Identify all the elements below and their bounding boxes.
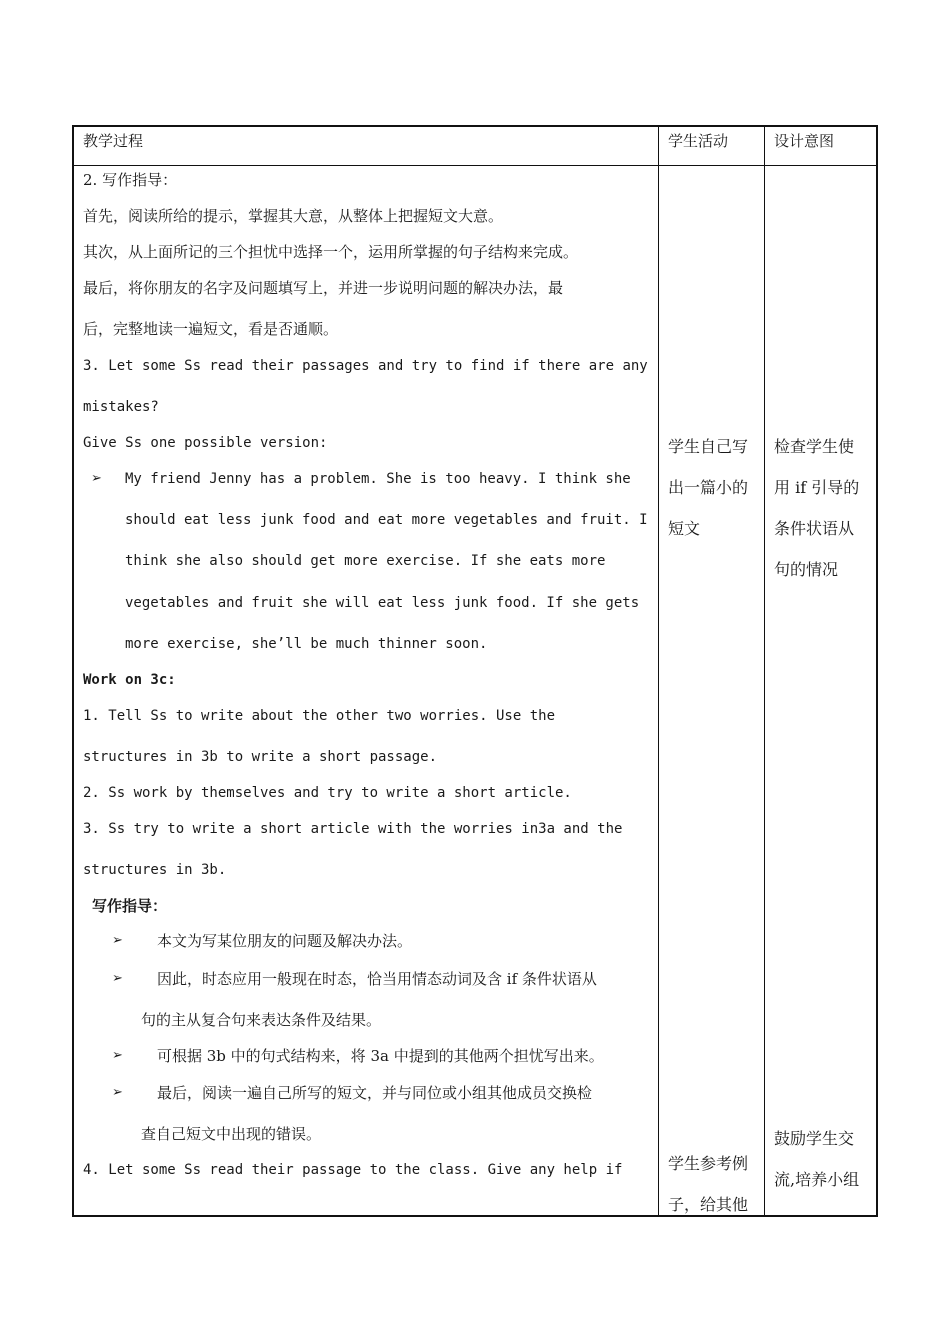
step-1-text-cont: structures in 3b to write a short passage. — [83, 749, 438, 765]
header-design-intent: 设计意图 — [774, 132, 835, 150]
intent-text: 鼓励学生交 — [774, 1129, 855, 1148]
guide-bullet-text: 可根据 3b 中的句式结构来，将 3a 中提到的其他两个担忧写出来。 — [157, 1047, 604, 1065]
step-4-text: 4. Let some Ss read their passage to the class. Give any help if — [83, 1162, 623, 1178]
writing-guide-heading: 2. 写作指导： — [83, 171, 178, 189]
sample-passage-line: My friend Jenny has a problem. She is too heavy. I think she — [125, 471, 631, 487]
intent-text: 用 if 引导的 — [774, 478, 860, 497]
guide-step-second: 其次，从上面所记的三个担忧中选择一个，运用所掌握的句子结构来完成。 — [83, 243, 579, 261]
guide-bullet-text: 最后，阅读一遍自己所写的短文，并与同位或小组其他成员交换检 — [157, 1084, 593, 1102]
guide-bullet-text-cont: 查自己短文中出现的错误。 — [141, 1125, 322, 1143]
intent-text: 句的情况 — [774, 560, 839, 579]
guide-step-first: 首先，阅读所给的提示，掌握其大意，从整体上把握短文大意。 — [83, 207, 504, 225]
bullet-arrow-icon: ➢ — [112, 971, 123, 986]
bullet-arrow-icon: ➢ — [112, 1085, 123, 1100]
activity-text: 出一篇小的 — [668, 478, 749, 497]
step-1-text: 1. Tell Ss to write about the other two worries. Use the — [83, 708, 556, 724]
sample-version-label: Give Ss one possible version: — [83, 435, 328, 451]
sample-passage-line: more exercise, she’ll be much thinner soon. — [125, 636, 488, 652]
step-3-text-cont: mistakes? — [83, 399, 159, 415]
intent-text: 检查学生使 — [774, 437, 855, 456]
sample-passage-line: vegetables and fruit she will eat less junk food. If she gets — [125, 595, 640, 611]
activity-text: 学生自己写 — [668, 437, 749, 456]
guide-step-last-cont: 后，完整地读一遍短文，看是否通顺。 — [83, 320, 339, 338]
intent-text: 条件状语从 — [774, 519, 855, 538]
work-on-3c-heading: Work on 3c: — [83, 672, 176, 688]
header-student-activity: 学生活动 — [668, 132, 729, 150]
bullet-arrow-icon: ➢ — [112, 933, 123, 948]
activity-text: 子，给其他 — [668, 1195, 749, 1214]
sample-passage-line: should eat less junk food and eat more vegetables and fruit. I — [125, 512, 648, 528]
header-divider — [74, 165, 876, 166]
writing-guide-3c-heading: 写作指导： — [92, 897, 168, 915]
lesson-table — [72, 125, 878, 1217]
column-divider — [658, 127, 659, 1215]
bullet-arrow-icon: ➢ — [112, 1048, 123, 1063]
step-3c-text: 3. Ss try to write a short article with the worries in3a and the — [83, 821, 623, 837]
guide-bullet-text: 本文为写某位朋友的问题及解决办法。 — [157, 932, 413, 950]
guide-step-last: 最后，将你朋友的名字及问题填写上，并进一步说明问题的解决办法，最 — [83, 279, 564, 297]
intent-text: 流,培养小组 — [774, 1170, 860, 1189]
step-3c-text-cont: structures in 3b. — [83, 862, 227, 878]
activity-text: 学生参考例 — [668, 1154, 749, 1173]
step-3-text: 3. Let some Ss read their passages and try to find if there are any — [83, 358, 648, 374]
guide-bullet-text: 因此，时态应用一般现在时态，恰当用情态动词及含 if 条件状语从 — [157, 970, 597, 988]
sample-passage-line: think she also should get more exercise. If she eats more — [125, 553, 606, 569]
activity-text: 短文 — [668, 519, 701, 538]
column-divider — [764, 127, 765, 1215]
header-teaching-process: 教学过程 — [83, 132, 144, 150]
bullet-arrow-icon: ➢ — [91, 471, 102, 486]
guide-bullet-text-cont: 句的主从复合句来表达条件及结果。 — [141, 1011, 382, 1029]
step-2-text: 2. Ss work by themselves and try to write a short article. — [83, 785, 572, 801]
